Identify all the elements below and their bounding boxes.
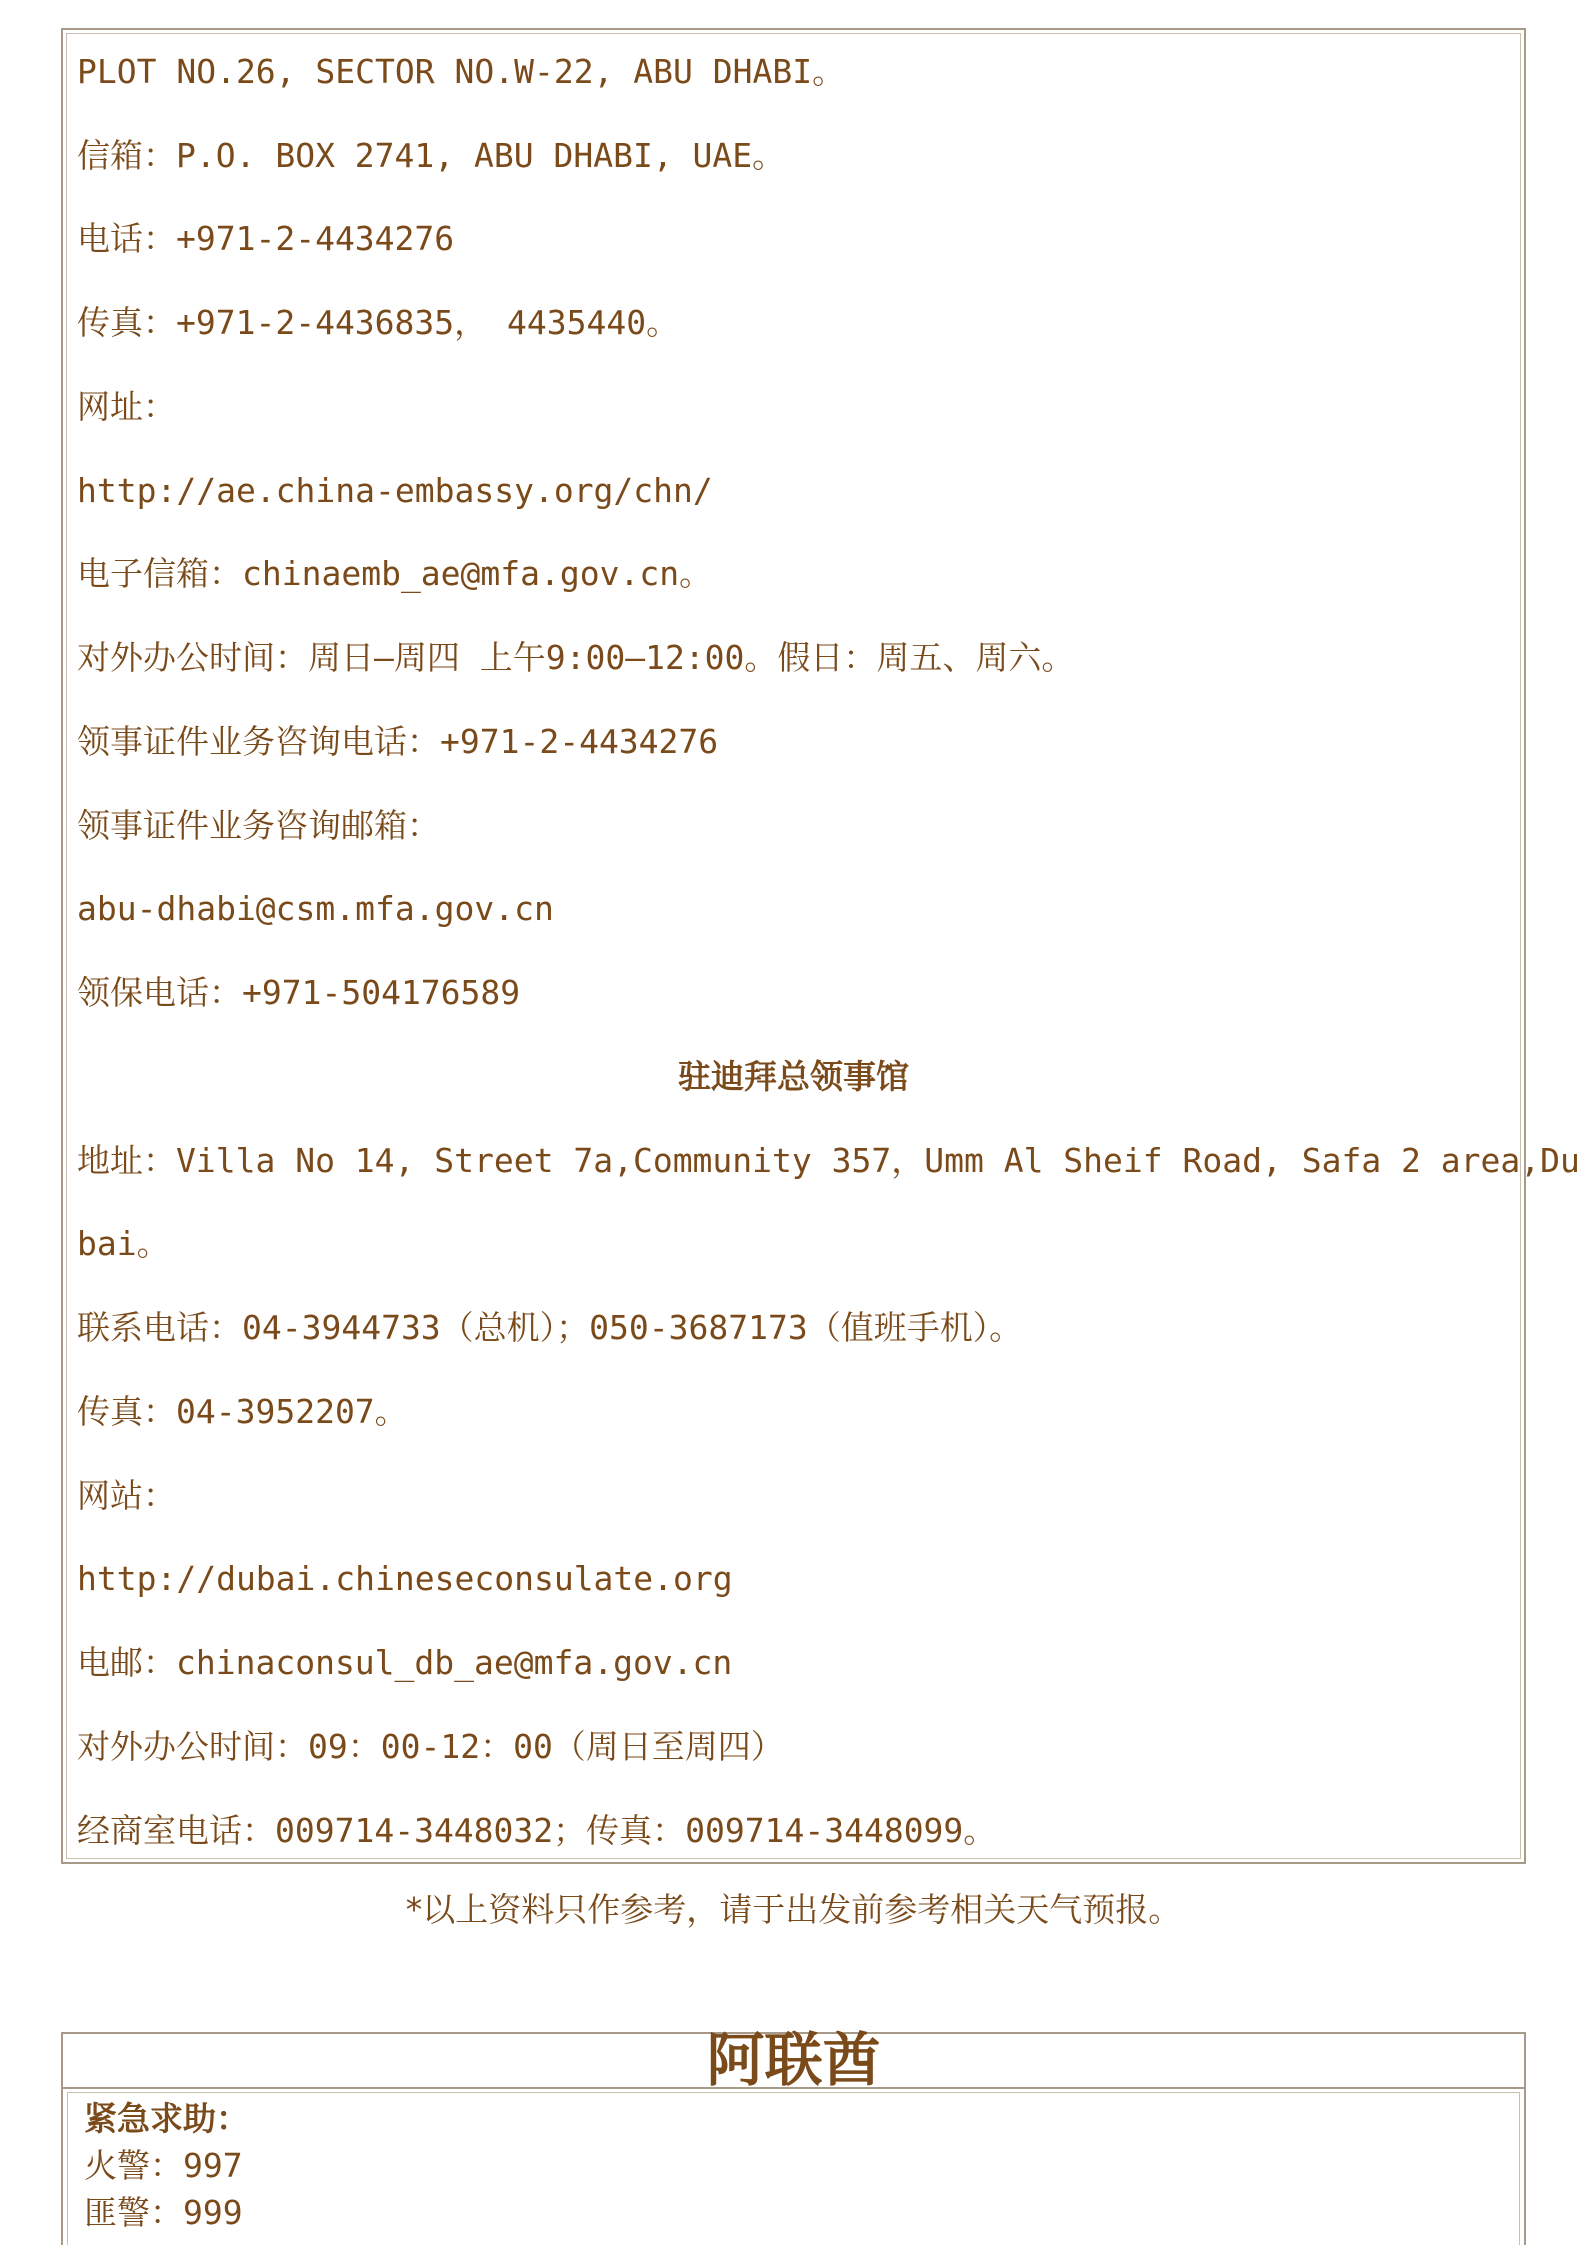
uae-title: 阿联酋: [706, 2026, 881, 2094]
consulate-address-line1: 地址：Villa No 14, Street 7a,Community 357，Umm Al Sheif Road, Safa 2 area,Du: [77, 1141, 1580, 1180]
embassy-email: 电子信箱：chinaemb_ae@mfa.gov.cn。: [77, 554, 713, 593]
uae-title-row: [63, 2026, 1524, 2094]
consulate-phone: 联系电话：04-3944733（总机）；050-3687173（值班手机）。: [77, 1308, 1023, 1347]
reference-note: *以上资料只作参考，请于出发前参考相关天气预报。: [405, 1890, 1182, 1929]
uae-emergency-content: [67, 2092, 1520, 2245]
embassy-mailbox: 信箱：P.O. BOX 2741, ABU DHABI, UAE。: [77, 136, 786, 175]
consulate-email: 电邮：chinaconsul_db_ae@mfa.gov.cn: [77, 1643, 733, 1682]
consular-phone: 领事证件业务咨询电话：+971-2-4434276: [77, 722, 719, 761]
uae-emergency-box: [61, 2026, 1526, 2245]
embassy-phone: 电话：+971-2-4434276: [77, 219, 455, 258]
consulate-office-hours: 对外办公时间：09：00-12：00（周日至周四）: [77, 1727, 784, 1766]
consulate-heading: 驻迪拜总领事馆: [678, 1057, 909, 1096]
police-emergency-number: 匪警：999: [84, 2193, 243, 2232]
consulate-website-label: 网站：: [77, 1476, 176, 1515]
protection-phone: 领保电话：+971-504176589: [77, 973, 521, 1012]
fire-emergency-number: 火警：997: [84, 2146, 243, 2185]
emergency-label: 紧急求助：: [84, 2099, 249, 2138]
embassy-fax: 传真：+971-2-4436835， 4435440。: [77, 303, 680, 342]
consulate-website-link[interactable]: http://dubai.chineseconsulate.org: [77, 1559, 733, 1598]
commerce-office-contact: 经商室电话：009714-3448032；传真：009714-3448099。: [77, 1811, 997, 1850]
embassy-website-label: 网址：: [77, 387, 176, 426]
embassy-website-link[interactable]: http://ae.china-embassy.org/chn/: [77, 471, 713, 510]
consulate-address-line2: bai。: [77, 1224, 170, 1263]
embassy-office-hours: 对外办公时间：周日—周四 上午9:00—12:00。假日：周五、周六。: [77, 638, 1075, 677]
consulate-fax: 传真：04-3952207。: [77, 1392, 408, 1431]
consular-email-label: 领事证件业务咨询邮箱：: [77, 806, 440, 845]
embassy-address: PLOT NO.26, SECTOR NO.W-22, ABU DHABI。: [77, 52, 846, 91]
consular-email-link[interactable]: abu-dhabi@csm.mfa.gov.cn: [77, 889, 554, 928]
